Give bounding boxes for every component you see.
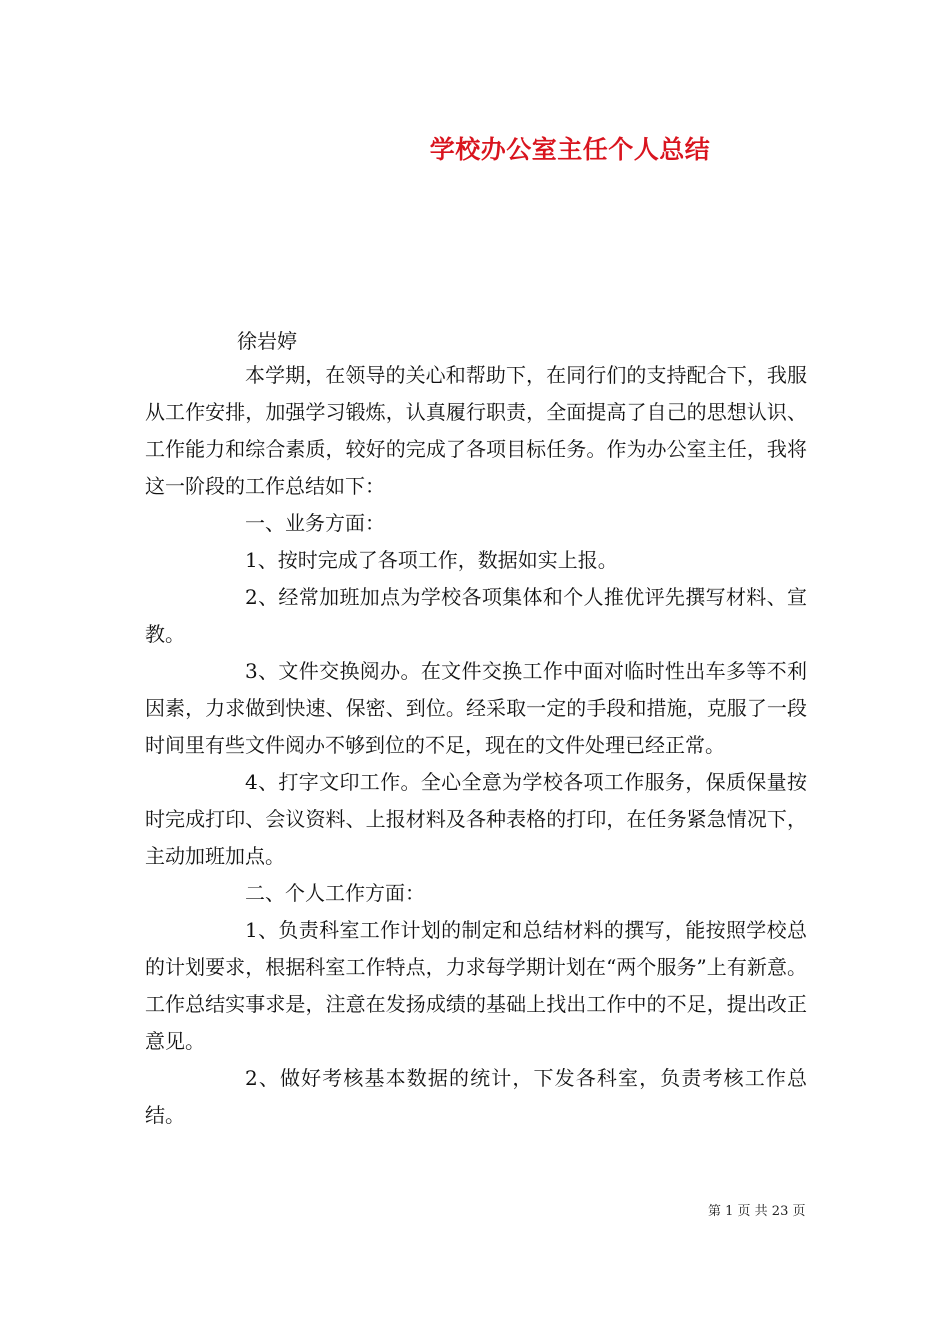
section-heading-personal: 二、个人工作方面： bbox=[245, 881, 425, 905]
document-body bbox=[145, 357, 807, 1134]
paragraph-item: 2、经常加班加点为学校各项集体和个人推优评先撰写材料、宣教。 bbox=[145, 585, 807, 646]
paragraph-item: 1、负责科室工作计划的制定和总结材料的撰写，能按照学校总的计划要求，根据科室工作特点，力求每学期计划在“两个服务”上有新意。工作总结实事求是，注意在发扬成绩的基础上找出工作中的不足，提出改正意见。 bbox=[145, 918, 807, 1053]
author-name: 徐岩婷 bbox=[237, 329, 297, 353]
page-number: 第 1 页 共 23 页 bbox=[708, 1204, 806, 1219]
document-title: 学校办公室主任个人总结 bbox=[429, 135, 711, 164]
section-heading-business: 一、业务方面： bbox=[245, 511, 385, 535]
paragraph-intro: 本学期，在领导的关心和帮助下，在同行们的支持配合下，我服从工作安排，加强学习锻炼，认真履行职责，全面提高了自己的思想认识、工作能力和综合素质，较好的完成了各项目标任务。作为办公室主任，我将这一阶段的工作总结如下： bbox=[145, 363, 807, 498]
paragraph-item: 1、按时完成了各项工作，数据如实上报。 bbox=[245, 548, 618, 572]
paragraph-item: 3、文件交换阅办。在文件交换工作中面对临时性出车多等不利因素，力求做到快速、保密、到位。经采取一定的手段和措施，克服了一段时间里有些文件阅办不够到位的不足，现在的文件处理已经正常。 bbox=[145, 659, 807, 757]
paragraph-item: 2、做好考核基本数据的统计，下发各科室，负责考核工作总结。 bbox=[145, 1066, 807, 1127]
paragraph-item: 4、打字文印工作。全心全意为学校各项工作服务，保质保量按时完成打印、会议资料、上报材料及各种表格的打印，在任务紧急情况下，主动加班加点。 bbox=[145, 770, 807, 868]
